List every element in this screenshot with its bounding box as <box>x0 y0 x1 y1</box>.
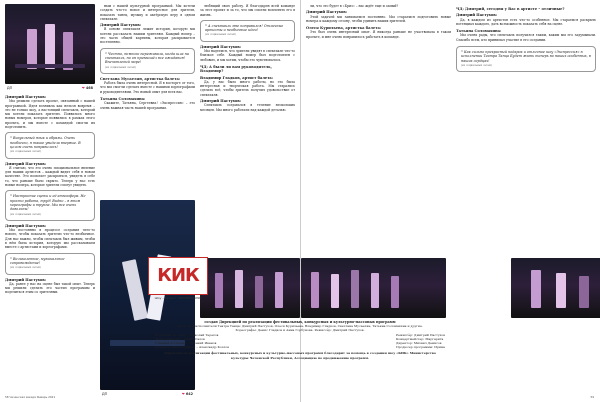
instagram-bar-2 <box>100 390 195 398</box>
likes-count: 642 <box>185 391 193 396</box>
quote-source: (из социальных сетей) <box>10 266 41 270</box>
interview-answer: Мы очень рады, что спектакль получился таким, каким мы его задумывали. Спасибо всем, кто принимал участие в его создании. <box>456 33 596 42</box>
quote-source: (из социальных сетей) <box>461 63 492 67</box>
quote-icon: “ <box>461 50 463 55</box>
credit-item: Директор: Михаил Денисов <box>395 341 442 346</box>
section-heading: Татьяна Соломахина: <box>100 97 146 102</box>
instagram-tag: ДП <box>7 85 13 90</box>
instagram-bar-1 <box>5 84 95 92</box>
instagram-tag: ДП <box>102 391 108 396</box>
credit-item: Концертмейстер: Маргарита <box>395 336 444 341</box>
interview-answer: Спектакль создавался в течение нескольких месяцев. Мы много работали над каждой деталью. <box>200 103 295 112</box>
speaker-name: Дмитрий Пастухов: <box>5 277 47 282</box>
reader-quote <box>5 190 95 220</box>
interview-answer: Работа была очень интересной. Я в восторге от того, что мы смогли сделать вместе с нашими хореографами и руководителями. Это новый опыт для всех нас. <box>100 81 195 94</box>
left-column-3 <box>200 4 295 254</box>
quote-source: (из социальных сетей) <box>205 33 236 37</box>
credit-item: Дизайнер видеографики – Александр Козлов <box>155 345 229 350</box>
page-footer-right: 59 <box>590 394 594 399</box>
speaker-name: Владимир Гладков, артист балета: <box>200 75 274 80</box>
right-column-1 <box>306 4 451 254</box>
show-logo <box>148 257 208 295</box>
quote-icon: “ <box>10 256 12 261</box>
quote-icon: “ <box>10 194 12 199</box>
quote-source: (из социальных сетей) <box>10 212 41 216</box>
section-heading: Светлана Мусаелян, артистка балета: <box>100 76 181 81</box>
quote-icon: “ <box>105 51 107 56</box>
interview-answer: Этой задачей мы занимаемся постоянно. Мы стараемся подготовить новые номера к каждому сезону, чтобы удивить наших зрителей. <box>306 14 451 23</box>
speaker-name: Дмитрий Пастухов: <box>456 13 498 18</box>
interview-answer: В основе спектакля лежит история, которую мы хотели рассказать нашим зрителям. Каждый номер – это часть общей картины, которая раскрывается постепенно. <box>100 27 195 45</box>
credit-item: Режиссёр: Дмитрий Пастухов <box>395 332 445 337</box>
speaker-name: Дмитрий Пастухов: <box>5 223 47 228</box>
likes-count: 468 <box>85 85 93 90</box>
speaker-name: Дмитрий Пастухов: <box>200 44 242 49</box>
quote-text: Визуальный язык и образы. Очень необычно, я такое увидела впервые. В целом очень понравилось! <box>10 136 81 149</box>
credit-item: Главный костюмер – Евгений Иванов <box>155 341 217 346</box>
quote-text: Честно, немного переживала, когда шла на спектакль, но он превзошёл все ожидания! Впечатлений море! <box>105 51 189 65</box>
section-heading: Татьяна Соломахина: <box>456 29 502 34</box>
interview-answer: Мы постоянно в процессе создания чего-то нового, чтобы показать зрителю что-то необычное. Для нас важно, чтобы спектакль был живым, чтобы в нём была история, которую мы рассказываем вместе с артистами и хореографами. <box>5 228 95 250</box>
credits-line: Артисты и исполнители Театра Танца: Дмитрий Пастухов, Олеся Курильева, Владимир Гладков, Светлана Мусаелян, Татьяна Соломахина и другие. <box>177 324 423 329</box>
quote-text: Настроение сцены и её атмосфера. Не просто работа, труд! Видно – в этом хореографы и труппа. Мы все очень довольны! <box>10 194 86 212</box>
quote-icon: “ <box>205 23 207 28</box>
logo-caption: Шоу – проект «ЭКСПРЕССИЯ» <box>154 296 202 300</box>
interview-answer: Да, у нас было много работы, но это была интересная и творческая работа. Мы старались сделать всё, чтобы зритель получил удовольствие от спектакля. <box>200 79 295 97</box>
speaker-name: Дмитрий Пастухов: <box>5 95 47 99</box>
heart-icon: ❤ <box>81 85 85 90</box>
heart-icon: ❤ <box>181 391 185 396</box>
speaker-name: Дмитрий Пастухов: <box>100 23 142 28</box>
stage-photo-3 <box>200 258 300 318</box>
quote-source: (из социальных сетей) <box>105 65 136 69</box>
interview-answer: ли, что это будет в «Бриз» – нас ждёт еще и самый? <box>310 4 399 8</box>
section-heading: ЧД: А были ли вам руководитель, Владимир? <box>200 64 272 74</box>
page-footer-left: 58 Чеченская звезда Январь 2021 <box>5 394 56 399</box>
reader-quote <box>5 132 95 158</box>
credits-block <box>155 320 445 360</box>
quote-text: Великолепное, музыкальное сопровождение! <box>10 256 65 265</box>
quote-icon: “ <box>10 136 12 141</box>
credits-right <box>396 333 445 350</box>
credit-item: Продюсер программы: Ирина <box>395 345 445 350</box>
credits-title: создан Дирекцией по реализации фестивальных, конкурсных и культурно-массовых программ <box>204 320 396 324</box>
credits-line: Хореографы: Денис Гладков и Анна Горбунова. Режиссёр: Дмитрий Пастухов. <box>235 328 365 333</box>
section-heading: ЧД: Дмитрий, сегодня у Вас в артисте – отличные? <box>456 7 565 11</box>
right-column-2 <box>456 4 596 254</box>
left-column-2 <box>100 4 195 172</box>
left-column-1 <box>5 93 95 393</box>
stage-photo-4 <box>301 258 446 318</box>
interview-answer: Это был очень интересный опыт. Я никогда раньше не участвовала в таком проекте, и мне очень понравилось работать в команде. <box>306 30 451 39</box>
credits-left <box>155 333 229 350</box>
stage-photo-5 <box>511 258 600 318</box>
stage-photo-1 <box>5 4 95 84</box>
speaker-name: Дмитрий Пастухов: <box>306 10 348 15</box>
quote-source: (из социальных сетей) <box>10 150 41 154</box>
speaker-name: Дмитрий Пастухов: <box>200 99 242 104</box>
interview-answer: любящий свою работу. Я благодарен всей команде за этот проект и за то, что мы смогли воплотить его в жизнь. <box>200 4 295 17</box>
interview-answer: ным с нашей культурной программой. Мы хотели создать что-то новое и интересное для зрителя, показать танец, музыку и актёрскую игру в одном спектакле. <box>100 4 195 21</box>
credit-item: Художник по свету – Николай Терехов <box>155 332 219 337</box>
interview-answer: Мы надеемся, что зрители увидят в спектакле что-то близкое себе. Каждый номер был подготовлен с любовью, и мы хотим, чтобы это чувствовалось. <box>200 49 295 62</box>
reader-quote <box>456 46 596 72</box>
quote-text: Как сильно прекрасный подарок и отличное шоу «Экспрессия» в исполнении Театра Танца Будет жить теперь во наших особенных, в наших сердцах! <box>461 50 591 63</box>
credits-acknowledgement: Дирекция по реализации фестивальных, конкурсных и культурно-массовых программ благодарит за помощь в создании шоу «КИК» Министерство культуры Чеченской Республики, Ассоциацию по продвижению программ. <box>163 351 436 360</box>
reader-quote <box>5 253 95 275</box>
reader-quote <box>100 48 195 74</box>
credit-item: Звукорежиссёр – Денис Салов <box>155 336 205 341</box>
interview-answer: Да, ранее у нас на сцене был такой опыт. Теперь мы решили сделать это частью программы и поделиться этим со зрителями. <box>5 281 95 295</box>
reader-quote <box>200 20 295 42</box>
interview-answer: Мы решили сделать проект, связанный с нашей программой. Идея возникла как нельзя вовремя – это не только шоу, а настоящий спектакль, который мы хотели показать зрителю. Появилось много новых номеров, которые появились в рамках этого проекта, и мы вместе с командой смогли их подготовить. <box>5 99 95 130</box>
interview-answer: Я считаю, что это очень эмоциональное явление для наших артистов – каждый видит себя в новом качестве. Это помогает раскрыться, увидеть в себе то, что раньше было скрыто. Теперь у нас есть новые номера, которые зрители смогут увидеть. <box>5 165 95 188</box>
credits-columns <box>155 333 445 350</box>
quote-text: А спектакль мне понравился! Отличные артисты и необычные идеи! <box>205 23 284 33</box>
section-heading: Олеся Курильева, артистка балета: <box>306 26 382 31</box>
speaker-name: Дмитрий Пастухов: <box>5 161 47 166</box>
stage-photo-2 <box>100 200 195 390</box>
interview-answer: Скажите, Татьяна, Сергеевна! «Экспрессия» – это очень важная часть нашей программы. <box>100 101 195 110</box>
logo-text: КИК <box>157 264 199 286</box>
interview-answer: Да, в каждом из артистов есть что-то особенное. Мы стараемся раскрыть потенциал каждого, дать возможность показать себя на сцене. <box>456 17 596 26</box>
